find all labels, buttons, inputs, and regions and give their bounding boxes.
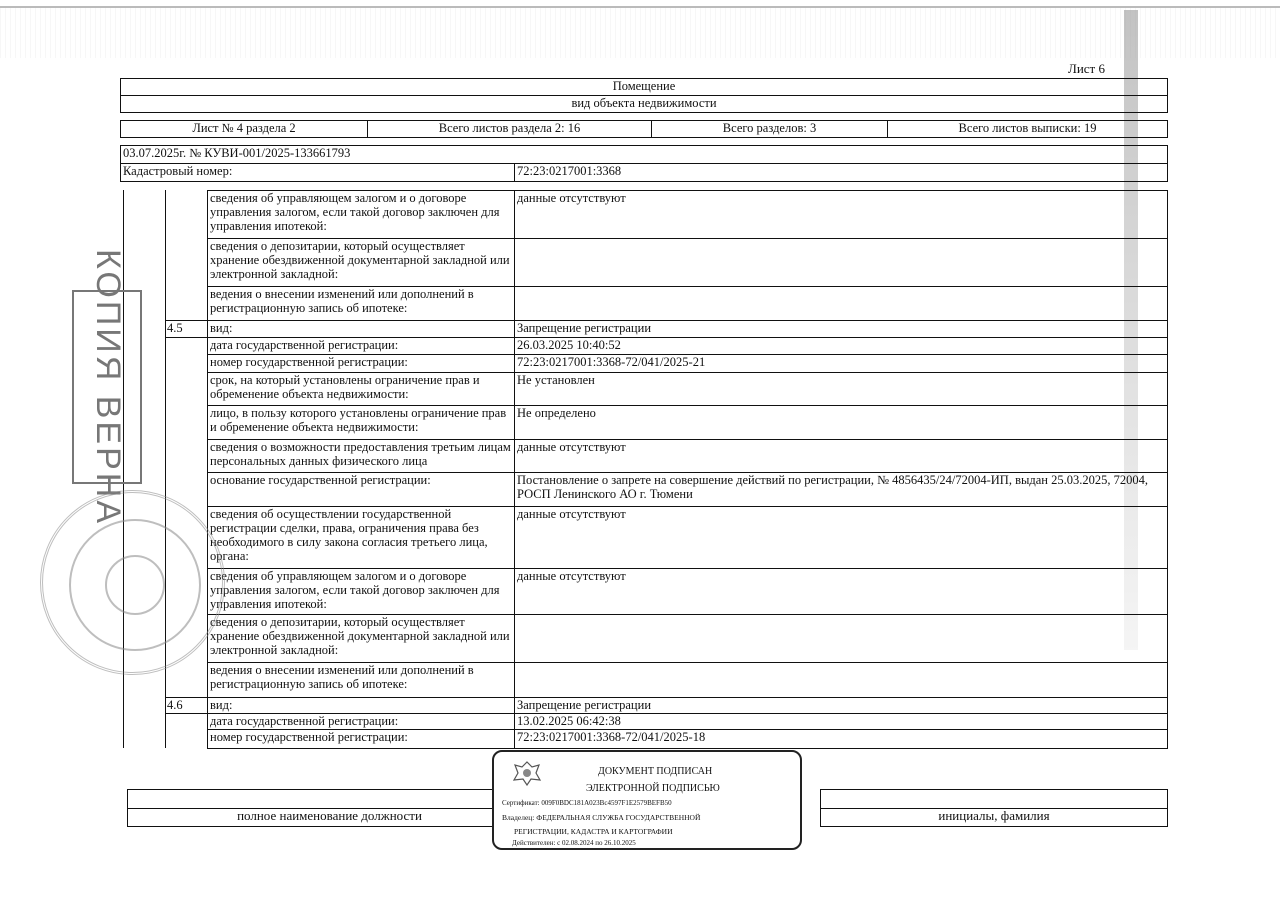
table-row-number (165, 372, 208, 406)
table-row-label: вид: (207, 697, 515, 714)
table-row-number (165, 405, 208, 440)
position-label: полное наименование должности (127, 808, 532, 827)
table-row-label: сведения о депозитарии, который осуществляет хранение обездвиженной документарной закладной или электронной закладной: (207, 614, 515, 663)
cadastral-label: Кадастровый номер: (120, 163, 515, 182)
table-row-value (514, 662, 1168, 698)
table-row-value: Запрещение регистрации (514, 697, 1168, 714)
emblem-icon (512, 760, 542, 786)
table-row-label: сведения о возможности предоставления третьим лицам персональных данных физического лица (207, 439, 515, 473)
table-row-label: дата государственной регистрации: (207, 337, 515, 355)
table-row-value (514, 286, 1168, 321)
scan-noise-top (0, 8, 1280, 58)
table-row-value: Не определено (514, 405, 1168, 440)
table-row-number (165, 354, 208, 373)
section-sheet: Лист № 4 раздела 2 (120, 120, 368, 138)
sig-line2: ЭЛЕКТРОННОЙ ПОДПИСЬЮ (586, 783, 720, 794)
sheet-number: Лист 6 (1068, 61, 1105, 76)
total-extract-sheets: Всего листов выписки: 19 (887, 120, 1168, 138)
total-sections: Всего разделов: 3 (651, 120, 888, 138)
table-row-label: сведения об управляющем залогом и о договоре управления залогом, если такой договор заключен для управления ипотекой: (207, 568, 515, 615)
table-row-number (165, 729, 208, 749)
table-row-value: Постановление о запрете на совершение действий по регистрации, № 4856435/24/72004-ИП, выдан 25.03.2025, 72004, РОСП Ленинского АО г. Тюмени (514, 472, 1168, 507)
table-row-label: сведения об управляющем залогом и о договоре управления залогом, если такой договор заключен для управления ипотекой: (207, 190, 515, 239)
table-row-value: Не установлен (514, 372, 1168, 406)
table-row-number (165, 337, 208, 355)
table-row-label: лицо, в пользу которого установлены ограничение прав и обременение объекта недвижимости: (207, 405, 515, 440)
table-row-value: данные отсутствуют (514, 190, 1168, 239)
copy-stamp-text: КОПИЯ ВЕРНА (88, 248, 127, 526)
table-row-label: дата государственной регистрации: (207, 713, 515, 730)
top-rule (0, 6, 1280, 8)
table-row-number: 4.6 (165, 697, 208, 714)
table-row-label: ведения о внесении изменений или дополнений в регистрационную запись об ипотеке: (207, 662, 515, 698)
round-seal (40, 490, 225, 675)
copy-stamp (72, 248, 142, 526)
footer-top-left (127, 789, 532, 809)
table-row-value: 72:23:0217001:3368-72/041/2025-18 (514, 729, 1168, 749)
cadastral-value: 72:23:0217001:3368 (514, 163, 1168, 182)
table-row-value: данные отсутствуют (514, 439, 1168, 473)
table-row-label: основание государственной регистрации: (207, 472, 515, 507)
table-row-value: данные отсутствуют (514, 568, 1168, 615)
electronic-signature-box (492, 750, 802, 850)
table-row-label: сведения об осуществлении государственной регистрации сделки, права, ограничения права без необходимого в силу закона согласия третьего лица, органа: (207, 506, 515, 569)
table-row-label: номер государственной регистрации: (207, 354, 515, 373)
table-row-number (165, 190, 208, 239)
sig-owner2: РЕГИСТРАЦИИ, КАДАСТРА И КАРТОГРАФИИ (514, 827, 673, 836)
table-row-value (514, 238, 1168, 287)
table-row-label: срок, на который установлены ограничение прав и обременение объекта недвижимости: (207, 372, 515, 406)
object-title: Помещение (120, 78, 1168, 96)
sig-line1: ДОКУМЕНТ ПОДПИСАН (598, 766, 713, 777)
table-row-number (165, 713, 208, 730)
table-row-number: 4.5 (165, 320, 208, 338)
date-number: 03.07.2025г. № КУВИ-001/2025-133661793 (120, 145, 1168, 164)
table-row-value: 72:23:0217001:3368-72/041/2025-21 (514, 354, 1168, 373)
table-row-label: вид: (207, 320, 515, 338)
table-row-value: 13.02.2025 06:42:38 (514, 713, 1168, 730)
table-row-number (165, 662, 208, 698)
section-total-sheets: Всего листов раздела 2: 16 (367, 120, 652, 138)
table-row-value (514, 614, 1168, 663)
sig-valid: Действителен: с 02.08.2024 по 26.10.2025 (512, 839, 636, 847)
table-row-label: сведения о депозитарии, который осуществляет хранение обездвиженной документарной закладной или электронной закладной: (207, 238, 515, 287)
sig-owner: Владелец: ФЕДЕРАЛЬНАЯ СЛУЖБА ГОСУДАРСТВЕННОЙ (502, 813, 701, 822)
table-row-label: номер государственной регистрации: (207, 729, 515, 749)
footer-top-right (820, 789, 1168, 809)
table-row-number (165, 439, 208, 473)
initials-label: инициалы, фамилия (820, 808, 1168, 827)
table-row-number (165, 238, 208, 287)
table-row-value: 26.03.2025 10:40:52 (514, 337, 1168, 355)
table-row-value: данные отсутствуют (514, 506, 1168, 569)
table-row-number (165, 286, 208, 321)
table-row-value: Запрещение регистрации (514, 320, 1168, 338)
sig-certificate: Сертификат: 009F0BDC181A023Bc4597F1E2579BEFB50 (502, 799, 672, 807)
object-subtitle: вид объекта недвижимости (120, 95, 1168, 113)
table-row-label: ведения о внесении изменений или дополнений в регистрационную запись об ипотеке: (207, 286, 515, 321)
